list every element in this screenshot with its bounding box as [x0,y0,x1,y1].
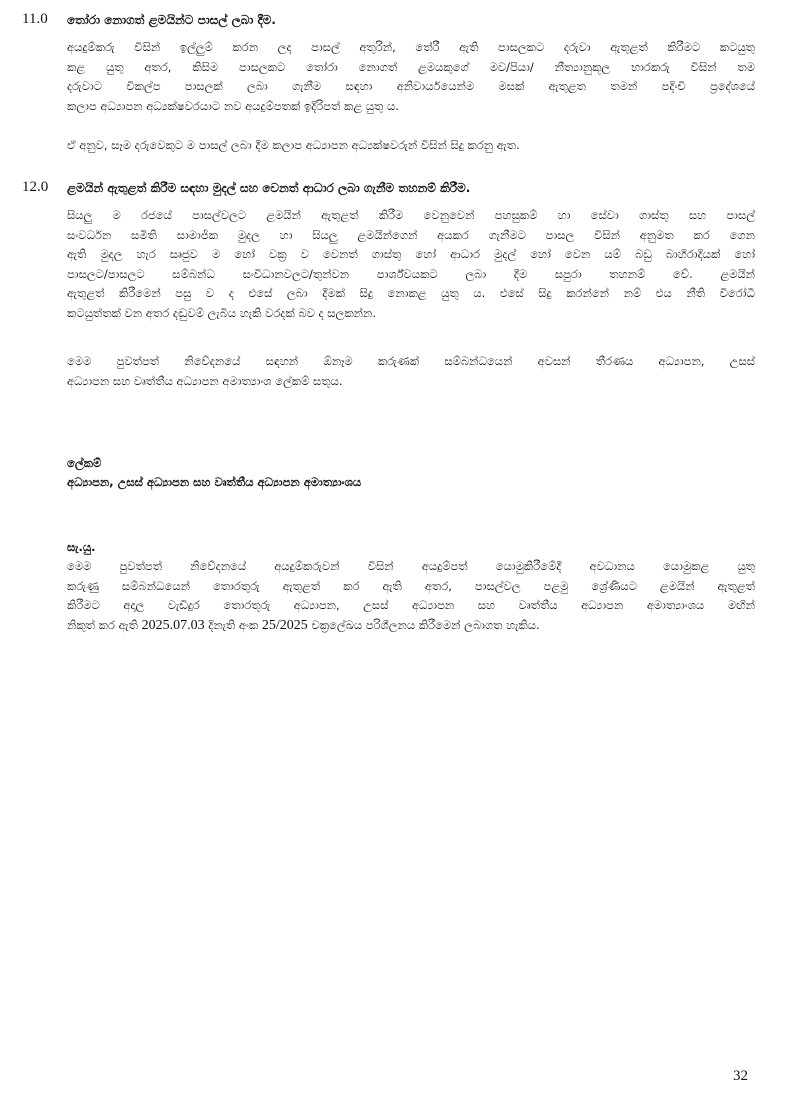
paragraph-line: කළ යුතු අතර, කිසිම පාසලකට තෝරා නොගත් ළමයකුගේ මව/පියා/ නීත්‍යානුකූල භාරකරු විසින් තම [67,59,755,74]
paragraph-line: කිරීමට අදාල වැඩිදුර තොරතුරු අධ්‍යාපන, උසස් අධ්‍යාපන සහ වෘත්තීය අධ්‍යාපන අමාත්‍යාංශය මඟින් [67,598,755,612]
signature-ministry: අධ්‍යාපන, උසස් අධ්‍යාපන සහ වෘත්තීය අධ්‍යාපන අමාත්‍යාංශය [67,475,362,489]
paragraph-line: මෙම පුවත්පත් නිවේදනයේ සඳහන් ඕනෑම කරුණක් සම්බන්ධයෙන් අවසන් තීරණය අධ්‍යාපන, උසස් [67,354,755,368]
section-11-paragraph-2 [67,136,755,156]
paragraph-line: ඒ අනුව, සෑම දරුවෙකුට ම පාසල් ලබා දීම කලාප අධ්‍යාපන අධ්‍යක්ෂවරුන් විසින් සිදු කරනු ඇත. [67,138,520,152]
circular-date: 2025.07.03 [141,617,205,633]
paragraph-line: කලාප අධ්‍යාපන අධ්‍යක්ෂවරයාට නව අයදුම්පතක් ඉදිරිපත් කළ යුතු ය. [67,98,399,113]
note-paragraph [67,557,755,635]
section-12-title: ළමයින් ඇතුළත් කිරීම සඳහා මුදල් සහ වෙනත් ආධාර ලබා ගැනීම තහනම් කිරීම. [67,181,471,195]
paragraph-line: ඇති මුදල හැර සෘජුව ම හෝ වක්‍ර ව වෙනත් ගාස්තු හෝ ආධාර මුදල් හෝ වෙන යම් බඩු බාහිරාදියක් හෝ [67,247,755,261]
paragraph-line: කටයුත්තක් වන අතර දඬුවම් ලැබිය හැකි වරදක් බව ද සලකන්න. [67,305,376,320]
paragraph-line: මෙම පුවත්පත් නිවේදනයේ අයදුම්කරුවන් විසින් අයදුම්පත් යොමුකිරීමේදී අවධානය යොමුකළ යුතු [67,559,755,573]
section-11-paragraph-1 [67,38,755,116]
note-text: දිනැති අංක [204,617,262,632]
section-12-paragraph-1 [67,206,755,323]
paragraph-line [67,616,755,636]
note-text: චක්‍රලේඛය පරිශීලනය කිරීමෙන් ලබාගත හැකිය. [307,617,540,632]
page-number: 32 [733,1068,748,1084]
circular-number: 25/2025 [261,617,308,633]
paragraph-line: අයදුම්කරු විසින් ඉල්ලුම් කරන ලද පාසල් අතුරින්, තේරී ඇති පාසලකට දරුවා ඇතුළත් කිරීමට කටයුතු [67,40,755,54]
section-12-paragraph-2 [67,352,755,391]
paragraph-line: ඇතුළත් කිරීමෙන් පසු ව ද එසේ ලබා දීමක් සිදු නොකළ යුතු ය. එසේ සිදු කරන්නේ නම් එය නීති විරෝධී [67,286,755,300]
paragraph-line: දරුවාට විකල්ප පාසලක් ලබා ගැනීම සඳහා අනිවාර්යයෙන්ම මසක් ඇතුළත තමන් පදිංචි ප්‍රදේශයේ [67,79,755,93]
paragraph-line: පාසලට/පාසලට සම්බන්ධ සංවිධානවලට/තුන්වන පාර්ශ්වයකට ලබා දීම සපුරා තහනම් වේ. ළමයින් [67,266,755,281]
paragraph-line: සංවර්ධන සමිති සාමාජික මුදල හා සියලු ළමයින්ගෙන් අයකර ගැනීමට පාසල විසින් අනුමත කර ගෙන [67,227,755,242]
section-11-title: තෝරා නොගත් ළමයින්ට පාසල් ලබා දීම. [67,13,276,27]
note-text: නිකුත් කර ඇති [67,617,142,632]
paragraph-line: අධ්‍යාපන සහ වෘත්තීය අධ්‍යාපන අමාත්‍යාංශ ලේකම් සතුය. [67,373,343,388]
note-heading: සැ.යු. [67,540,96,554]
signature-role: ලේකම් [67,456,102,470]
paragraph-line: සියලු ම රජයේ පාසල්වලට ළමයින් ඇතුළත් කිරීම වෙනුවෙන් පහසුකම් හා සේවා ගාස්තු සහ පාසල් [67,208,755,222]
section-12-number: 12.0 [22,179,49,195]
section-11-number: 11.0 [22,11,48,27]
paragraph-line: කරුණු සම්බන්ධයෙන් තොරතුරු ඇතුළත් කර ඇති අතර, පාසල්වල පළමු ශ්‍රේණියට ළමයින් ඇතුළත් [67,578,755,593]
